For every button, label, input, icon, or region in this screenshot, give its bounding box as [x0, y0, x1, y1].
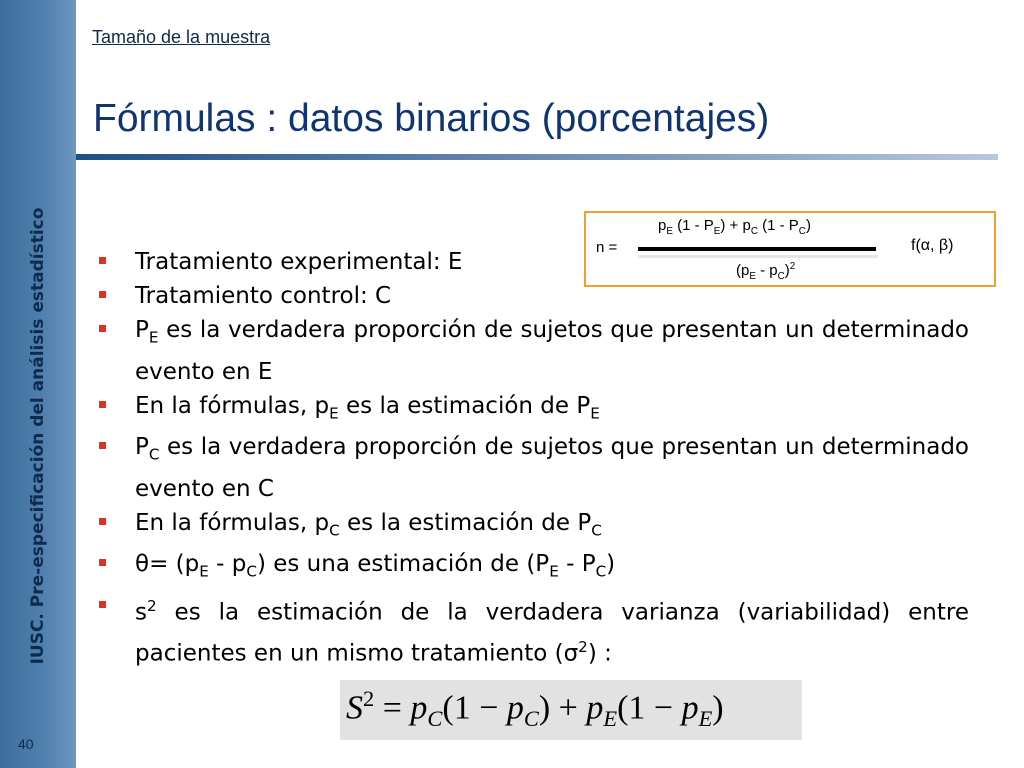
vertical-course-title: IUSC. Pre-especificación del análisis estadístico [28, 207, 48, 665]
list-item: $P_E$ es la verdadera proporción de sujetos que presentan un determinado evento en E [97, 313, 969, 389]
bullet-marker [99, 559, 106, 566]
bullet-marker [99, 518, 106, 525]
formula-numerator: $p_E$ $(1 - P_E) + p_C$ $(1 - P_C)$ [658, 217, 811, 237]
sidebar [0, 0, 76, 768]
bullet-marker [99, 442, 106, 449]
list-item: Tratamiento experimental: E [97, 245, 969, 279]
formula-function: f(α, β) [911, 237, 954, 254]
formula-denominator: $(p_E - p_C)^2$ [736, 261, 796, 282]
bullet-marker [99, 257, 106, 264]
list-item: En la fórmulas, $p_C$ es la estimación de $P_C$ [97, 506, 969, 548]
bullet-marker [99, 401, 106, 408]
title-divider [76, 154, 998, 160]
list-item: En la fórmulas, $p_E$ es la estimación de $P_E$ [97, 389, 969, 431]
page-number: 40 [18, 736, 34, 752]
list-item: $\theta= (p_E - p_C)$ es una estimación de $(P_E - P_C)$ [97, 547, 969, 589]
bullet-list [97, 245, 969, 670]
list-item: $s^2$ es la estimación de la verdadera varianza (variabilidad) entre pacientes en un mismo tratamiento $(\sigma^2)$ : [97, 589, 969, 670]
list-item: Tratamiento control: C [97, 279, 969, 313]
variance-formula-text: $S^2 = p_C(1 - p_C) + p_E(1 - p_E)$ [346, 686, 724, 732]
page-title: Fórmulas : datos binarios (porcentajes) [93, 97, 770, 140]
breadcrumb[interactable]: Tamaño de la muestra [92, 27, 271, 47]
bullet-marker [99, 325, 106, 332]
bullet-marker [99, 291, 106, 298]
list-item: $P_C$ es la verdadera proporción de sujetos que presentan un determinado evento en C [97, 430, 969, 506]
variance-formula [340, 680, 802, 740]
bullet-marker [99, 601, 106, 608]
formula-lhs: n = [596, 239, 618, 256]
